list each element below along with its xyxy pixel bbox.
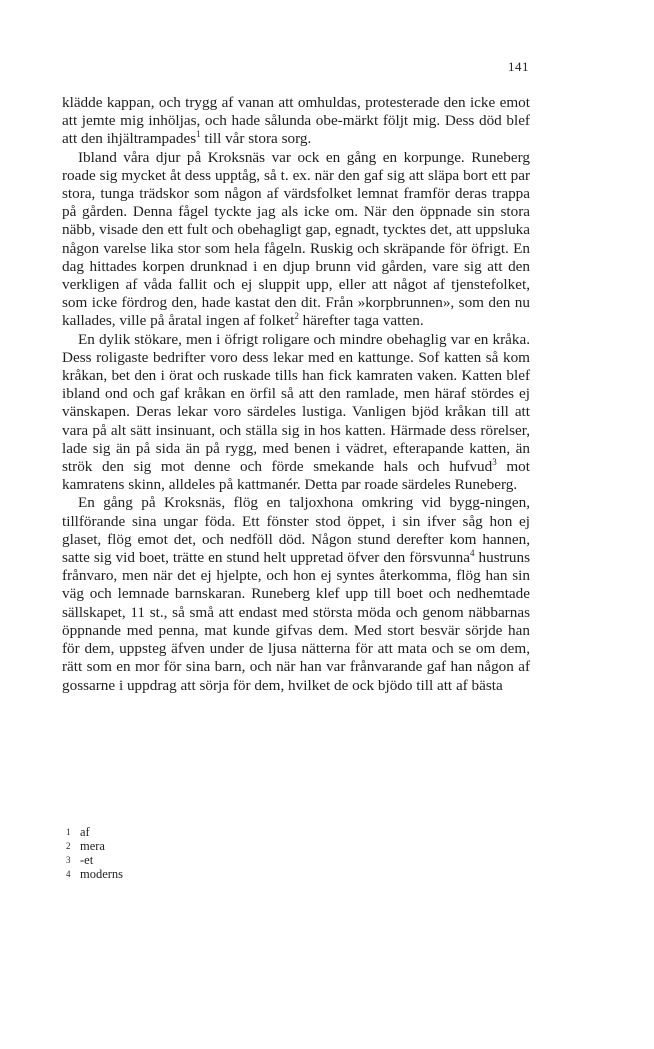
footnote-text: mera (80, 839, 105, 853)
paragraph (62, 149, 530, 331)
footnotes (66, 825, 266, 881)
footnote-text: moderns (80, 867, 124, 881)
paragraph-text: Ibland våra djur på Kroksnäs var ock en gång en korpunge. Runeberg roade sig mycket åt dess upptåg, så t. ex. när den gaf sig att släpa bort ett par stora, tunga trädskor som någon af värdsfolket lemnat framför deras trappa på gården. Denna fågel tyckte jag als icke om. När den öppnade sin stora näbb, visade den ett fult och obehagligt gap, egnadt, tycktes det, att uppsluka någon varelse lika stor som hela fågeln. Ruskig och skräpande för öfrigt. En dag hittades korpen drunknad i en djup brunn vid gården, vare sig att den verkligen af våda fallit och ej sluppit upp, eller att något af tjenstefolket, som icke fördrog den, hade kastat den dit. Från »korpbrunnen», som den nu kallades, ville på åratal ingen af folket (62, 148, 530, 330)
paragraph (62, 331, 530, 495)
footnote-reference: 2 (294, 311, 299, 322)
paragraph-text: klädde kappan, och trygg af vanan att omhuldas, protesterade den icke emot att jemte mig inhöljas, och hade sålunda obe-märkt följt mig. Dess död blef att den ihjältrampades (62, 94, 530, 148)
footnote-reference: 1 (196, 129, 201, 140)
paragraph-text: En dylik stökare, men i öfrigt roligare och mindre obehaglig var en kråka. Dess roligaste bedrifter voro dess lekar med en kattunge. Sof katten så kom kråkan, bet den i örat och ruskade tills han fick kamraten vaken. Katten blef ibland ond och gaf kråkan en örfil så att den ramlade, men häraf stördes ej vänskapen. Deras lekar voro särdeles lustiga. Vanligen bjöd kråkan till att vara på alt sätt insinuant, och ställa sig in hos katten. Härmade dess rörelser, lade sig än på sida än på rygg, med benen i vädret, efterapande katten, än strök den sig mot denne och förde smekande hals och hufvud (62, 330, 530, 476)
paragraph-text: till vår stora sorg. (200, 130, 312, 148)
footnote (66, 853, 266, 867)
footnote-mark: 3 (66, 855, 71, 865)
footnote-reference: 4 (470, 548, 475, 559)
paragraph-text: hustruns frånvaro, men när det ej hjelpte, och hon ej syntes återkomma, flög han sin väg och lemnade barnskaran. Runeberg klef upp till boet och nedhemtade sällskapet, 11 st., så små att endast med största möda och genom näbbarnas öppnande med penna, mat kunde gifvas dem. Med stort besvär sörjde han för dem, uppsteg äfven under de ljusa nätterna för att mata och se om dem, rätt som en mor för sina barn, och när han var frånvarande gaf han någon af gossarne i uppdrag att sörja för dem, hvilket de ock bjödo till att af bästa (62, 549, 530, 694)
paragraph-text: En gång på Kroksnäs, flög en taljoxhona omkring vid bygg-ningen, tillförande sina ungar föda. Ett fönster stod öppet, i sin ifver såg hon ej glaset, flög emot det, och nedföll död. Någon stund derefter kom hannen, satte sig vid boet, trätte en stund helt uppretad öfver den försvunna (62, 494, 530, 567)
footnote-reference: 3 (492, 457, 497, 467)
paragraph (62, 494, 530, 694)
footnote-mark: 1 (66, 827, 71, 837)
footnote-mark: 4 (66, 869, 71, 879)
footnote (66, 867, 266, 881)
page-number: 141 (508, 59, 529, 74)
body-text (62, 94, 530, 695)
footnote-mark: 2 (66, 841, 71, 851)
footnote-text: -et (80, 853, 94, 867)
footnote-text: af (80, 825, 90, 839)
paragraph-text: härefter taga vatten. (298, 312, 424, 330)
footnote (66, 839, 266, 853)
footnote (66, 825, 266, 839)
paragraph-text: mot kamratens skinn, alldeles på kattmanér. Detta par roade särdeles Runeberg. (62, 458, 530, 494)
paragraph (62, 94, 530, 149)
